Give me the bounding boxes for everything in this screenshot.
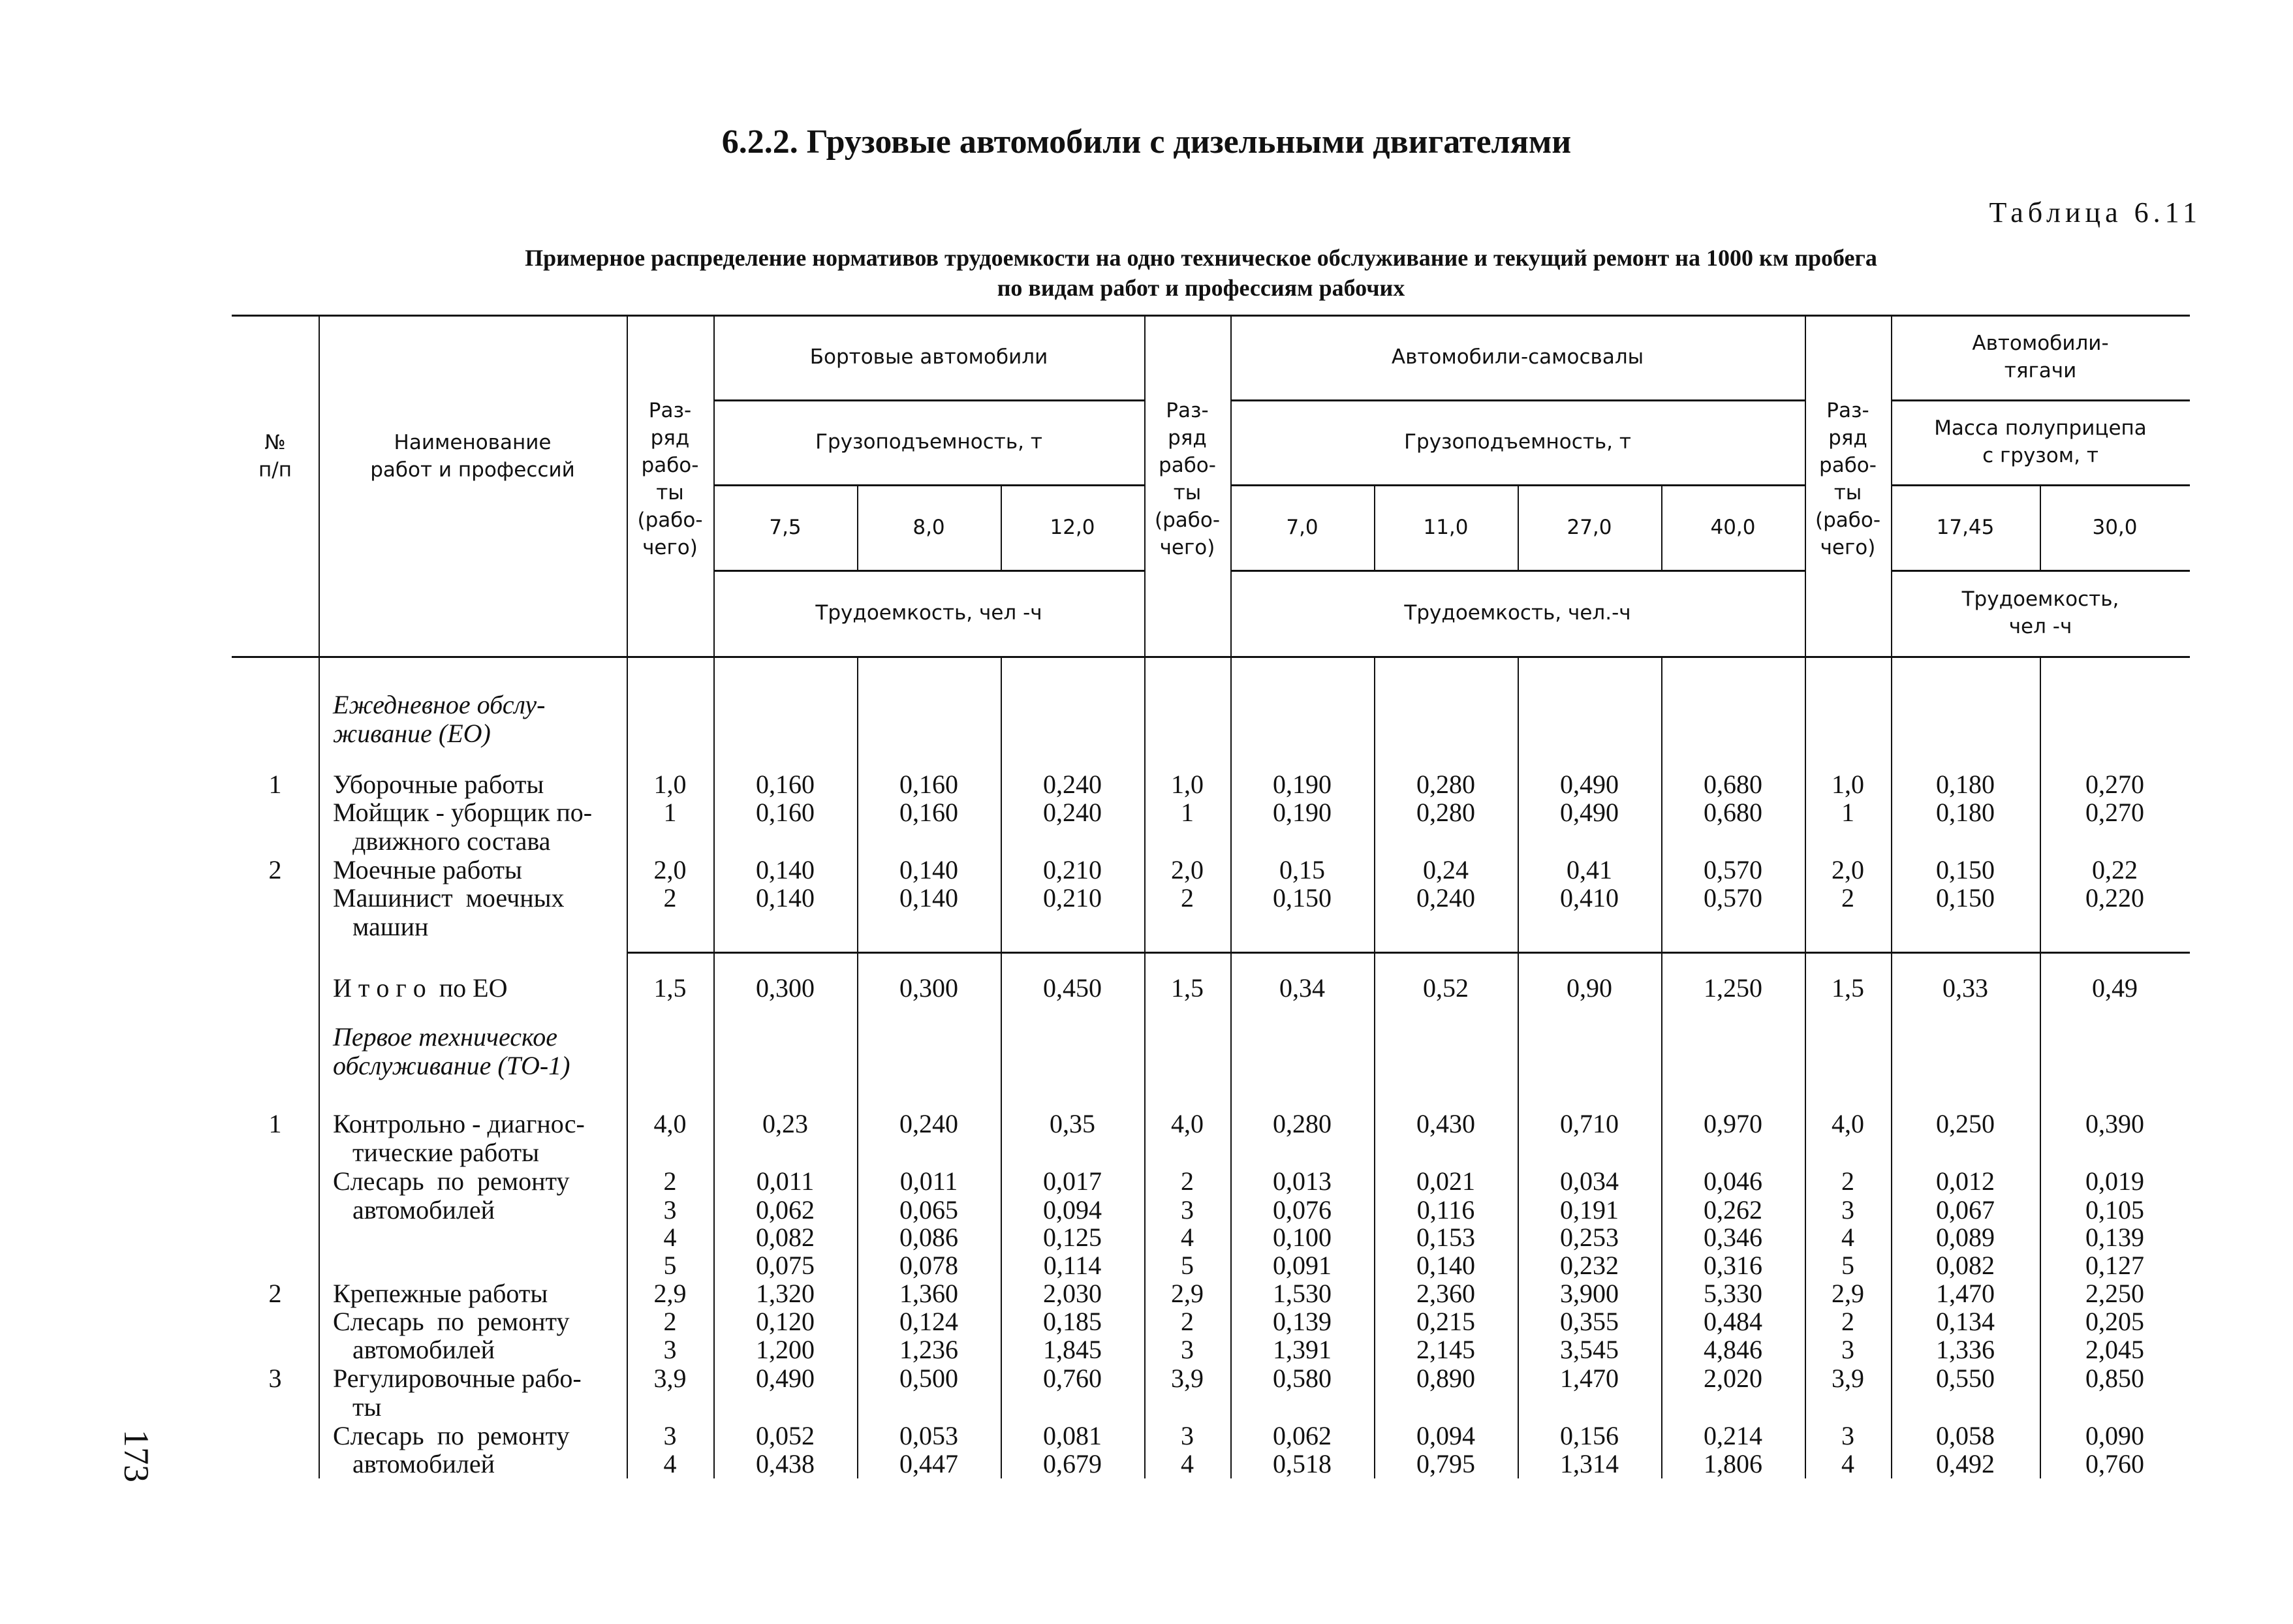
row-value: 0,160	[756, 770, 815, 799]
row-value: 0,034	[1560, 1166, 1619, 1196]
header-sub-dump-2: 27,0	[1567, 515, 1612, 539]
row-name: автомобилей	[333, 1449, 495, 1478]
page-heading: 6.2.2. Грузовые автомобили с дизельными двигателями	[721, 123, 1572, 161]
row-value: 0,062	[756, 1195, 815, 1225]
row-value: 0,190	[1273, 798, 1332, 827]
header-group-dump: Автомобили-самосвалы	[1391, 345, 1644, 369]
row-value: 0,232	[1560, 1251, 1619, 1280]
section-eo-title: Ежедневное обслу- живание (ЕО)	[333, 690, 546, 748]
row-number: 2	[268, 855, 282, 884]
row-value: 0,710	[1560, 1109, 1619, 1138]
row-name: Крепежные работы	[333, 1279, 548, 1308]
row-value: 0,316	[1704, 1251, 1762, 1280]
header-group-tractor: Автомобили- тягачи	[1972, 332, 2109, 383]
row-value: 1,845	[1043, 1335, 1102, 1364]
header-sub-flatbed-1: 8,0	[913, 515, 945, 539]
row-value: 1,0	[1171, 770, 1204, 799]
row-value: 0,300	[756, 973, 815, 1003]
row-name: ты	[333, 1392, 382, 1422]
page-number: 173	[117, 1429, 156, 1482]
row-value: 0,160	[899, 770, 958, 799]
eo-total-rule	[627, 952, 2190, 954]
row-value: 0,24	[1423, 855, 1469, 884]
row-value: 2,030	[1043, 1279, 1102, 1308]
row-value: 0,253	[1560, 1223, 1619, 1252]
row-value: 0,089	[1936, 1223, 1995, 1252]
header-sub-tractor-0: 17,45	[1936, 515, 1995, 539]
header-labor-1: Трудоемкость, чел -ч	[815, 601, 1042, 625]
row-value: 0,140	[756, 855, 815, 884]
row-value: 3	[663, 1421, 677, 1450]
header-sub-dump-0: 7,0	[1286, 515, 1318, 539]
row-value: 4	[1841, 1449, 1854, 1478]
row-value: 0,760	[1043, 1364, 1102, 1393]
row-value: 0,850	[2085, 1364, 2144, 1393]
row-value: 0,160	[899, 798, 958, 827]
row-value: 1,360	[899, 1279, 958, 1308]
row-value: 0,90	[1567, 973, 1612, 1003]
row-value: 0,062	[1273, 1421, 1332, 1450]
row-value: 0,120	[756, 1307, 815, 1336]
row-value: 0,518	[1273, 1449, 1332, 1478]
row-value: 0,094	[1043, 1195, 1102, 1225]
row-value: 0,180	[1936, 770, 1995, 799]
header-sub-dump-3: 40,0	[1710, 515, 1756, 539]
row-value: 5,330	[1704, 1279, 1762, 1308]
row-value: 0,090	[2085, 1421, 2144, 1450]
row-value: 2	[663, 883, 677, 913]
row-value: 2,9	[653, 1279, 687, 1308]
header-group-flatbed: Бортовые автомобили	[809, 345, 1048, 369]
row-value: 1,0	[653, 770, 687, 799]
row-value: 0,550	[1936, 1364, 1995, 1393]
row-value: 1,336	[1936, 1335, 1995, 1364]
row-value: 0,091	[1273, 1251, 1332, 1280]
row-value: 0,140	[756, 883, 815, 913]
row-value: 4,0	[1171, 1109, 1204, 1138]
row-number: 1	[268, 770, 282, 799]
row-value: 1,391	[1273, 1335, 1332, 1364]
row-value: 0,205	[2085, 1307, 2144, 1336]
row-value: 4,846	[1704, 1335, 1762, 1364]
header-col-grade-3: Раз- ряд рабо- ты (рабо- чего)	[1815, 398, 1881, 559]
header-bottom-rule	[232, 656, 2190, 658]
row-value: 0,190	[1273, 770, 1332, 799]
row-value: 0,067	[1936, 1195, 1995, 1225]
row-value: 3	[1181, 1421, 1194, 1450]
row-value: 0,082	[756, 1223, 815, 1252]
row-value: 0,220	[2085, 883, 2144, 913]
row-value: 0,140	[899, 883, 958, 913]
row-value: 0,012	[1936, 1166, 1995, 1196]
row-value: 0,795	[1416, 1449, 1475, 1478]
row-value: 0,49	[2092, 973, 2138, 1003]
row-value: 3	[1181, 1335, 1194, 1364]
row-value: 3	[663, 1335, 677, 1364]
row-value: 0,011	[899, 1166, 958, 1196]
row-value: 0,124	[899, 1307, 958, 1336]
row-value: 0,250	[1936, 1109, 1995, 1138]
row-value: 4,0	[653, 1109, 687, 1138]
row-value: 0,160	[756, 798, 815, 827]
row-value: 2,0	[653, 855, 687, 884]
row-value: 0,011	[756, 1166, 815, 1196]
header-sub-flatbed-0: 7,5	[769, 515, 802, 539]
row-value: 3,9	[653, 1364, 687, 1393]
body-col-line-1	[319, 656, 320, 1478]
row-value: 1,806	[1704, 1449, 1762, 1478]
row-value: 4	[1181, 1223, 1194, 1252]
row-value: 0,300	[899, 973, 958, 1003]
row-value: 1,5	[1832, 973, 1864, 1003]
row-value: 0,346	[1704, 1223, 1762, 1252]
row-value: 0,017	[1043, 1166, 1102, 1196]
row-value: 0,492	[1936, 1449, 1995, 1478]
row-value: 2,360	[1416, 1279, 1475, 1308]
row-name: Моечные работы	[333, 855, 522, 884]
row-value: 2,020	[1704, 1364, 1762, 1393]
row-value: 0,15	[1279, 855, 1325, 884]
row-value: 0,116	[1416, 1195, 1475, 1225]
row-value: 0,430	[1416, 1109, 1475, 1138]
row-value: 3,900	[1560, 1279, 1619, 1308]
row-name: автомобилей	[333, 1335, 495, 1364]
row-value: 0,086	[899, 1223, 958, 1252]
row-value: 0,490	[1560, 798, 1619, 827]
row-value: 0,150	[1273, 883, 1332, 913]
row-value: 0,075	[756, 1251, 815, 1280]
row-value: 2,045	[2085, 1335, 2144, 1364]
caption-line-1: Примерное распределение нормативов трудоемкости на одно техническое обслуживание и текущий ремонт на 1000 км пробега	[525, 245, 1877, 271]
row-value: 1,236	[899, 1335, 958, 1364]
header-capacity-2: Грузоподъемность, т	[1404, 430, 1631, 454]
header-capacity-1: Грузоподъемность, т	[815, 430, 1042, 454]
header-labor-3: Трудоемкость, чел -ч	[1961, 587, 2119, 638]
row-value: 0,570	[1704, 883, 1762, 913]
row-value: 2	[663, 1307, 677, 1336]
row-value: 0,150	[1936, 883, 1995, 913]
row-value: 0,270	[2085, 770, 2144, 799]
row-value: 0,052	[756, 1421, 815, 1450]
row-value: 0,094	[1416, 1421, 1475, 1450]
row-value: 2	[1181, 883, 1194, 913]
row-name: Регулировочные рабо-	[333, 1364, 582, 1393]
row-value: 0,490	[1560, 770, 1619, 799]
row-value: 1,5	[653, 973, 687, 1003]
row-value: 3,545	[1560, 1335, 1619, 1364]
header-sub-dump-1: 11,0	[1423, 515, 1469, 539]
row-name: Уборочные работы	[333, 770, 544, 799]
row-value: 3,9	[1832, 1364, 1864, 1393]
row-value: 0,22	[2092, 855, 2138, 884]
row-value: 0,680	[1704, 798, 1762, 827]
row-value: 0,105	[2085, 1195, 2144, 1225]
row-value: 1,530	[1273, 1279, 1332, 1308]
row-name: И т о г о по ЕО	[333, 973, 508, 1003]
row-value: 3,9	[1171, 1364, 1204, 1393]
row-value: 0,076	[1273, 1195, 1332, 1225]
row-name: машин	[333, 912, 429, 941]
row-value: 3	[1841, 1195, 1854, 1225]
row-value: 3	[1181, 1195, 1194, 1225]
row-value: 0,127	[2085, 1251, 2144, 1280]
row-value: 0,081	[1043, 1421, 1102, 1450]
row-value: 4	[663, 1223, 677, 1252]
row-value: 0,580	[1273, 1364, 1332, 1393]
row-value: 0,240	[1043, 770, 1102, 799]
row-value: 1,5	[1171, 973, 1204, 1003]
row-value: 0,447	[899, 1449, 958, 1478]
row-value: 0,078	[899, 1251, 958, 1280]
header-trailer-mass: Масса полуприцепа с грузом, т	[1934, 416, 2147, 467]
row-value: 4	[1841, 1223, 1854, 1252]
row-value: 0,280	[1416, 770, 1475, 799]
row-name: движного состава	[333, 826, 551, 856]
row-value: 1,470	[1560, 1364, 1619, 1393]
row-value: 0,484	[1704, 1307, 1762, 1336]
row-value: 0,140	[1416, 1251, 1475, 1280]
row-value: 2,250	[2085, 1279, 2144, 1308]
row-name: Контрольно - диагнос-	[333, 1109, 585, 1138]
row-value: 0,053	[899, 1421, 958, 1450]
row-value: 0,34	[1279, 973, 1325, 1003]
row-value: 1,200	[756, 1335, 815, 1364]
row-value: 2,9	[1832, 1279, 1864, 1308]
table-number: Таблица 6.11	[1989, 196, 2202, 228]
row-value: 0,046	[1704, 1166, 1762, 1196]
row-name: автомобилей	[333, 1195, 495, 1225]
row-name: Мойщик - уборщик по-	[333, 798, 593, 827]
row-value: 0,191	[1560, 1195, 1619, 1225]
row-value: 0,065	[899, 1195, 958, 1225]
row-value: 0,450	[1043, 973, 1102, 1003]
row-value: 4,0	[1832, 1109, 1864, 1138]
row-value: 0,35	[1050, 1109, 1095, 1138]
row-name: Машинист моечных	[333, 883, 565, 913]
row-name: Слесарь по ремонту	[333, 1307, 570, 1336]
row-value: 4	[663, 1449, 677, 1478]
row-value: 0,013	[1273, 1166, 1332, 1196]
row-value: 0,153	[1416, 1223, 1475, 1252]
row-value: 0,438	[756, 1449, 815, 1478]
row-number: 3	[268, 1364, 282, 1393]
row-value: 1,470	[1936, 1279, 1995, 1308]
row-value: 0,410	[1560, 883, 1619, 913]
row-value: 4	[1181, 1449, 1194, 1478]
header-sub-flatbed-2: 12,0	[1050, 515, 1095, 539]
row-value: 1	[1181, 798, 1194, 827]
row-value: 2,0	[1832, 855, 1864, 884]
row-value: 0,355	[1560, 1307, 1619, 1336]
row-value: 1	[663, 798, 677, 827]
row-value: 0,185	[1043, 1307, 1102, 1336]
row-value: 0,33	[1942, 973, 1988, 1003]
row-value: 0,490	[756, 1364, 815, 1393]
row-value: 0,210	[1043, 855, 1102, 884]
row-value: 0,021	[1416, 1166, 1475, 1196]
row-value: 3	[1841, 1421, 1854, 1450]
row-value: 0,570	[1704, 855, 1762, 884]
row-value: 3	[663, 1195, 677, 1225]
row-value: 0,140	[899, 855, 958, 884]
row-value: 0,500	[899, 1364, 958, 1393]
row-name: тические работы	[333, 1138, 540, 1167]
row-value: 5	[663, 1251, 677, 1280]
row-value: 1,0	[1832, 770, 1864, 799]
row-value: 1,320	[756, 1279, 815, 1308]
row-value: 5	[1181, 1251, 1194, 1280]
row-value: 3	[1841, 1335, 1854, 1364]
row-value: 0,125	[1043, 1223, 1102, 1252]
row-value: 2	[1841, 883, 1854, 913]
row-value: 0,23	[762, 1109, 808, 1138]
header-col-no: № п/п	[258, 430, 292, 482]
row-value: 0,134	[1936, 1307, 1995, 1336]
header-labor-2: Трудоемкость, чел.-ч	[1404, 601, 1631, 625]
header-col-grade-2: Раз- ряд рабо- ты (рабо- чего)	[1154, 398, 1221, 559]
row-value: 2	[1181, 1307, 1194, 1336]
row-value: 0,114	[1043, 1251, 1102, 1280]
row-value: 0,970	[1704, 1109, 1762, 1138]
row-value: 0,280	[1416, 798, 1475, 827]
row-value: 1	[1841, 798, 1854, 827]
row-value: 2,145	[1416, 1335, 1475, 1364]
row-value: 2	[1181, 1166, 1194, 1196]
row-value: 0,240	[1043, 798, 1102, 827]
caption-line-2: по видам работ и профессиям рабочих	[997, 275, 1405, 301]
header-col-name: Наименование работ и профессий	[370, 430, 575, 482]
row-value: 0,100	[1273, 1223, 1332, 1252]
row-value: 0,150	[1936, 855, 1995, 884]
row-value: 2	[1841, 1166, 1854, 1196]
row-value: 0,139	[1273, 1307, 1332, 1336]
row-value: 0,262	[1704, 1195, 1762, 1225]
row-value: 0,240	[899, 1109, 958, 1138]
row-value: 1,250	[1704, 973, 1762, 1003]
row-value: 0,139	[2085, 1223, 2144, 1252]
row-value: 0,41	[1567, 855, 1612, 884]
row-value: 0,156	[1560, 1421, 1619, 1450]
row-value: 2	[1841, 1307, 1854, 1336]
row-value: 0,270	[2085, 798, 2144, 827]
header-col-grade-1: Раз- ряд рабо- ты (рабо- чего)	[637, 398, 703, 559]
row-value: 0,215	[1416, 1307, 1475, 1336]
row-value: 0,058	[1936, 1421, 1995, 1450]
row-value: 0,240	[1416, 883, 1475, 913]
row-value: 0,019	[2085, 1166, 2144, 1196]
header-sub-tractor-1: 30,0	[2092, 515, 2138, 539]
row-value: 0,180	[1936, 798, 1995, 827]
row-value: 2	[663, 1166, 677, 1196]
row-value: 0,210	[1043, 883, 1102, 913]
row-value: 0,760	[2085, 1449, 2144, 1478]
row-value: 2,0	[1171, 855, 1204, 884]
row-number: 1	[268, 1109, 282, 1138]
row-value: 0,680	[1704, 770, 1762, 799]
row-number: 2	[268, 1279, 282, 1308]
row-value: 0,082	[1936, 1251, 1995, 1280]
row-value: 0,390	[2085, 1109, 2144, 1138]
row-value: 5	[1841, 1251, 1854, 1280]
section-to1-title: Первое техническое обслуживание (ТО-1)	[333, 1022, 570, 1080]
table-caption	[366, 243, 2036, 303]
row-value: 0,280	[1273, 1109, 1332, 1138]
row-value: 0,214	[1704, 1421, 1762, 1450]
row-value: 2,9	[1171, 1279, 1204, 1308]
row-name: Слесарь по ремонту	[333, 1166, 570, 1196]
row-value: 0,52	[1423, 973, 1469, 1003]
row-value: 0,890	[1416, 1364, 1475, 1393]
row-value: 1,314	[1560, 1449, 1619, 1478]
row-name: Слесарь по ремонту	[333, 1421, 570, 1450]
row-value: 0,679	[1043, 1449, 1102, 1478]
